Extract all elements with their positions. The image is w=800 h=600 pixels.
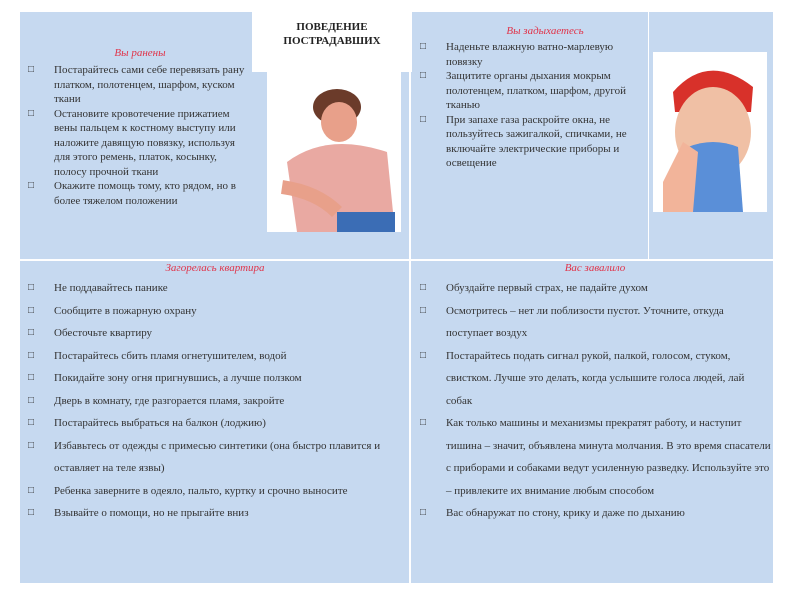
list-item: □ Осмотритесь – нет ли поблизости пустот. Уточните, откуда поступает воздух <box>416 300 771 345</box>
bullet-icon: □ <box>28 417 35 428</box>
list-item: □ Дверь в комнату, где разгорается пламя, закройте <box>24 390 409 413</box>
bullet-icon: □ <box>28 507 35 518</box>
bullet-icon: □ <box>28 282 35 293</box>
list-item: □ Постарайтесь сбить пламя огнетушителем, водой <box>24 345 409 368</box>
list-item: □ Защитите органы дыхания мокрым полотенцем, платком, шарфом, другой тканью <box>420 70 627 111</box>
wounded-heading: Вы ранены <box>114 47 166 59</box>
page-title: ПОВЕДЕНИЕ ПОСТРАДАВШИХ <box>252 10 412 72</box>
bullet-icon: □ <box>28 304 35 316</box>
bullet-icon: □ <box>28 349 35 361</box>
list-item: □ Обуздайте первый страх, не падайте духом <box>416 277 771 300</box>
suffocating-heading: Вы задыхаетесь <box>506 25 584 37</box>
list-item: □ При запахе газа раскройте окна, не пользуйтесь зажигалкой, спичками, не включайте электрические приборы и освещение <box>420 113 627 169</box>
list-item: □ Наденьте влажную ватно-марлевую повязку <box>420 41 614 68</box>
bullet-icon: □ <box>420 282 427 293</box>
list-item: □ Постарайтесь сами себе перевязать рану платком, полотенцем, шарфом, куском ткани <box>28 64 245 105</box>
bullet-icon: □ <box>420 417 427 428</box>
bullet-icon: □ <box>28 107 35 119</box>
bullet-icon: □ <box>28 327 35 338</box>
bullet-icon: □ <box>420 41 427 52</box>
list-item: □ Ребенка заверните в одеяло, пальто, куртку и срочно выносите <box>24 480 409 503</box>
bullet-icon: □ <box>28 64 35 75</box>
bullet-icon: □ <box>28 484 35 496</box>
list-item: □ Окажите помощь тому, кто рядом, но в более тяжелом положении <box>28 180 236 207</box>
fire-list <box>24 277 409 525</box>
list-item: □ Обесточьте квартиру <box>24 322 409 345</box>
list-item: □ Как только машины и механизмы прекратят работу, и наступит тишина – значит, объявлена минута молчания. В это время спасатели с приборами и собаками ведут усиленную разведку. Используйте это – привлеките их внимание любым способом <box>416 412 771 502</box>
bullet-icon: □ <box>420 349 427 361</box>
list-item: □ Не поддавайтесь панике <box>24 277 409 300</box>
buried-list <box>416 277 771 525</box>
bullet-icon: □ <box>420 113 427 125</box>
list-item: □ Избавьтесь от одежды с примесью синтетики (она быстро плавится и оставляет на теле язвы) <box>24 435 409 480</box>
covering-face-image <box>653 52 767 212</box>
bullet-icon: □ <box>28 180 35 191</box>
list-item: □ Постарайтесь выбраться на балкон (лоджию) <box>24 412 409 435</box>
wounded-list <box>24 63 246 208</box>
bullet-icon: □ <box>28 439 35 451</box>
suffocating-list <box>416 40 640 171</box>
fire-heading: Загорелась квартира <box>165 262 265 274</box>
bullet-icon: □ <box>420 304 427 316</box>
list-item: □ Постарайтесь подать сигнал рукой, палкой, голосом, стуком, свистком. Лучше это делать, когда услышите голоса людей, лай собак <box>416 345 771 413</box>
bullet-icon: □ <box>28 394 35 406</box>
bullet-icon: □ <box>28 372 35 383</box>
list-item: □ Остановите кровотечение прижатием вены пальцем к костному выступу или наложите давящую повязку, используя для этого ремень, платок, косынку, полосу прочной ткани <box>28 107 236 178</box>
bullet-icon: □ <box>420 507 427 518</box>
wounded-man-image <box>267 72 401 232</box>
bullet-icon: □ <box>420 70 427 81</box>
list-item: □ Покидайте зону огня пригнувшись, а лучше ползком <box>24 367 409 390</box>
list-item: □ Вас обнаружат по стону, крику и даже по дыханию <box>416 502 771 525</box>
list-item: □ Взывайте о помощи, но не прыгайте вниз <box>24 502 409 525</box>
buried-heading: Вас завалило <box>564 262 626 274</box>
list-item: □ Сообщите в пожарную охрану <box>24 300 409 323</box>
